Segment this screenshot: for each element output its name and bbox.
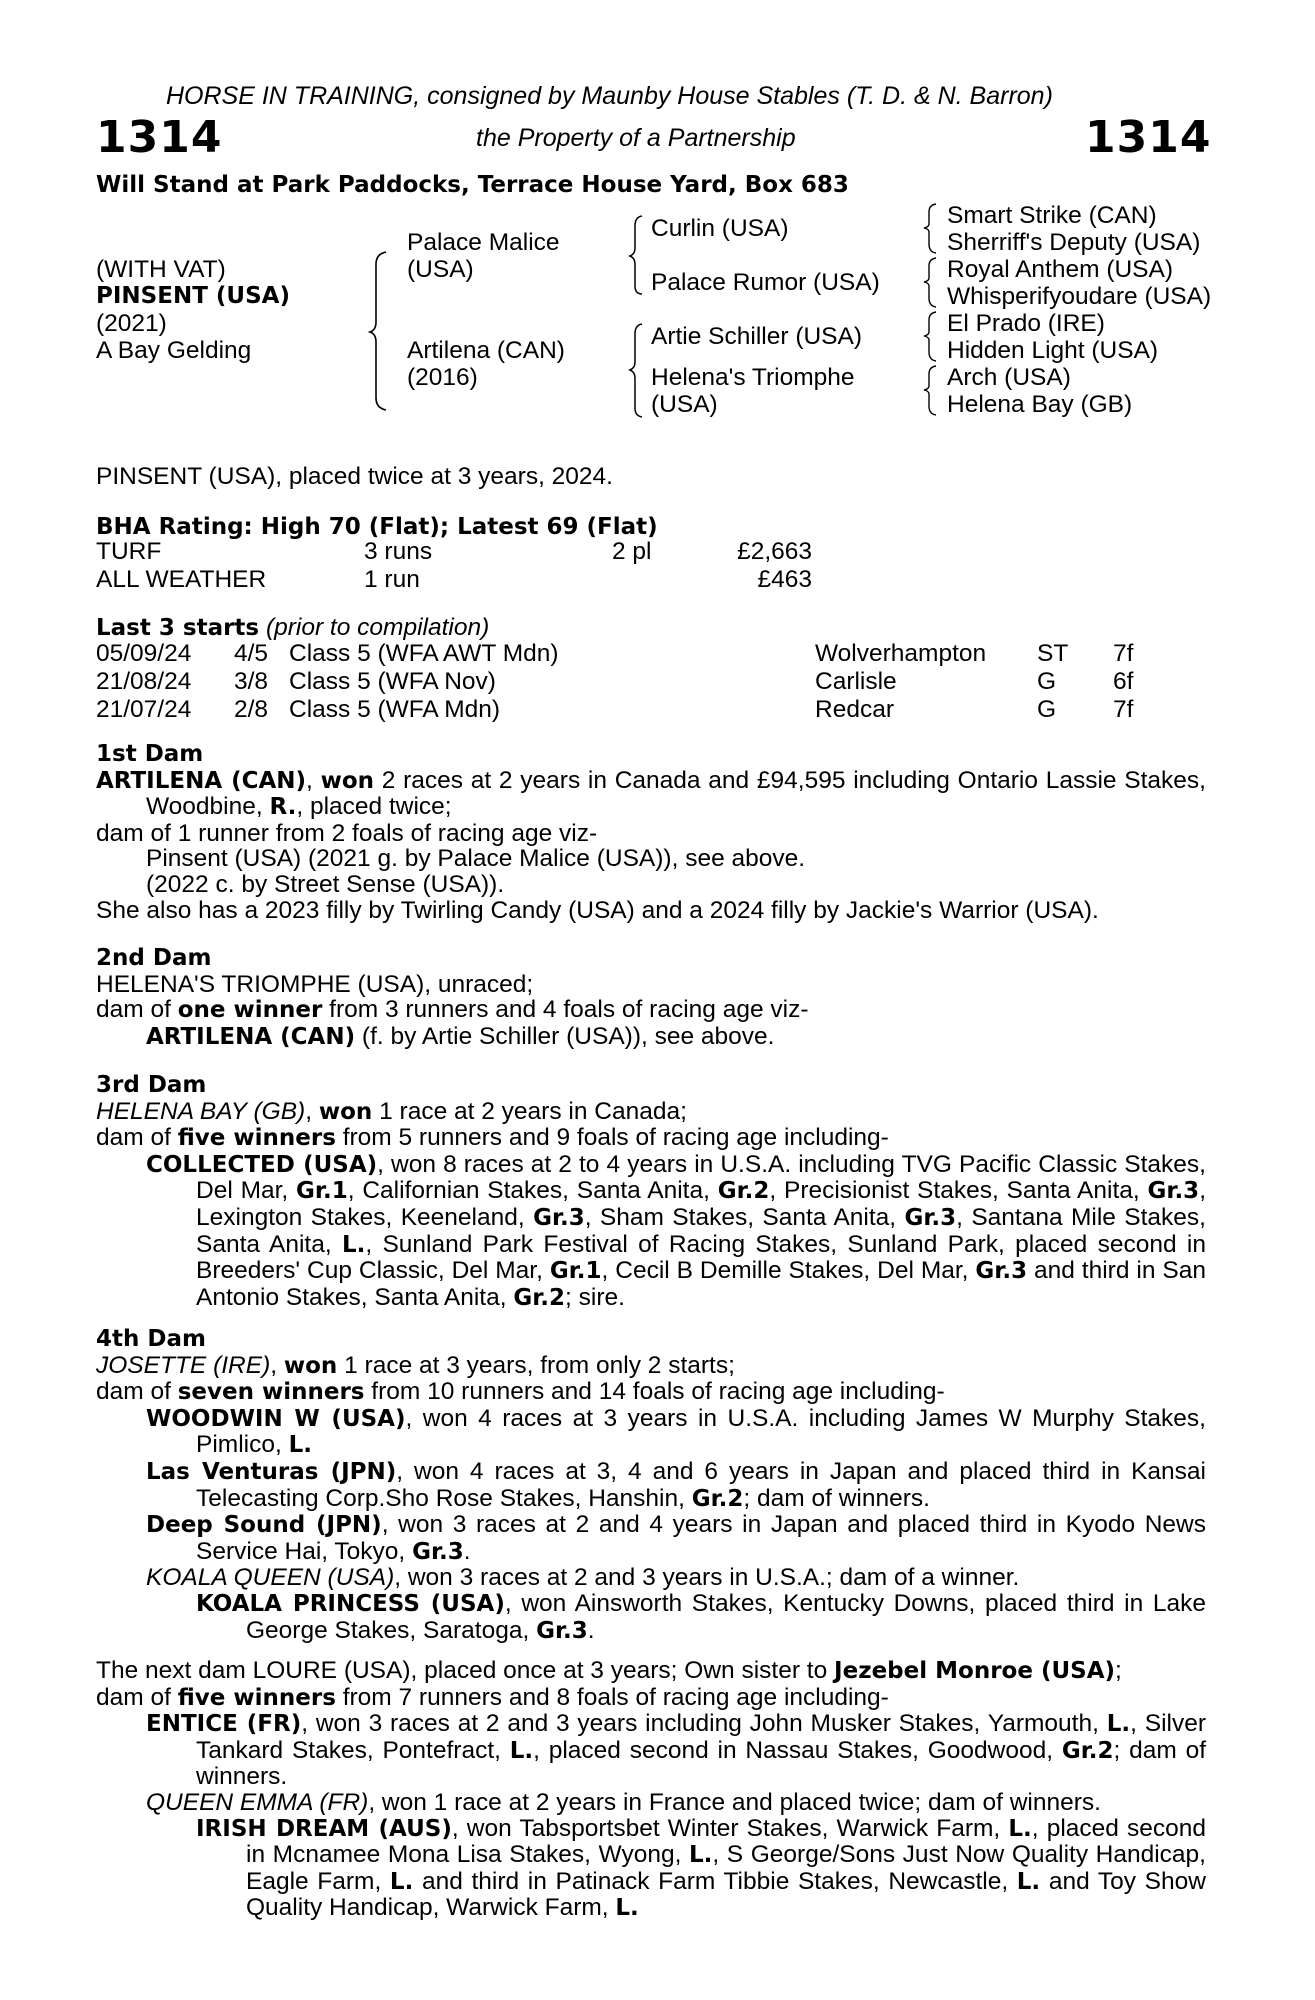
first-dam-title: 1st Dam: [96, 741, 204, 767]
start-row: [96, 668, 1133, 696]
brace-dam-parents: [630, 322, 648, 417]
offspring-entry: COLLECTED (USA), won 8 races at 2 to 4 years in U.S.A. including TVG Pacific Classic Stakes, Del Mar, Gr.1, Californian Stakes, Santa Anita, Gr.2, Precisionist Stakes, Santa Anita, Gr.3, Lexington Stakes, Keeneland, Gr.3, Sham Stakes, Santa Anita, Gr.3, Santana Mile Stakes, Santa Anita, L., Sunland Park Festival of Racing Stakes, Sunland Park, placed second in Breeders' Cup Classic, Del Mar, Gr.1, Cecil B Demille Stakes, Del Mar, Gr.3 and third in San Antonio Stakes, Santa Anita, Gr.2; sire.: [146, 1150, 1206, 1311]
brace-ss-parents: [924, 202, 938, 254]
sd-dam: Whisperifyoudare (USA): [947, 283, 1212, 310]
start-course: Carlisle: [815, 668, 897, 695]
start-distance: 6f: [1113, 668, 1134, 695]
dd-dam: Helena Bay (GB): [947, 391, 1133, 418]
sire-sire: Curlin (USA): [651, 215, 789, 242]
ds-sire: El Prado (IRE): [947, 310, 1105, 337]
dam-dam-country: (USA): [651, 391, 718, 418]
grand-offspring-entry: KOALA PRINCESS (USA), won Ainsworth Stakes, Kentucky Downs, placed third in Lake George Stakes, Saratoga, Gr.3.: [196, 1589, 1207, 1644]
dam-year: (2016): [407, 364, 478, 391]
start-race: Class 5 (WFA AWT Mdn): [289, 640, 559, 667]
start-going: ST: [1037, 640, 1069, 667]
sire-name-country: (USA): [407, 256, 474, 283]
first-dam-record: ARTILENA (CAN), won 2 races at 2 years in Canada and £94,595 including Ontario Lassie Stakes, Woodbine, R., placed twice;: [96, 766, 1206, 821]
dam-name: Artilena (CAN): [407, 337, 565, 364]
foaling-year: (2021): [96, 310, 167, 337]
start-position: 2/8: [234, 696, 269, 723]
surface: ALL WEATHER: [96, 566, 267, 593]
start-date: 21/08/24: [96, 668, 192, 695]
surface: TURF: [96, 538, 162, 565]
next-dam-section: [96, 1658, 1206, 1922]
second-dam-section: [96, 946, 1206, 1050]
ss-dam: Sherriff's Deputy (USA): [947, 229, 1201, 256]
prize-money: £463: [757, 566, 812, 593]
grand-offspring-entry: IRISH DREAM (AUS), won Tabsportsbet Winter Stakes, Warwick Farm, L., placed second in Mcnamee Mona Lisa Stakes, Wyong, L., S George/Sons Just Now Quality Handicap, Eagle Farm, L. and third in Patinack Farm Tibbie Stakes, Newcastle, L. and Toy Show Quality Handicap, Warwick Farm, L.: [196, 1814, 1207, 1922]
performance-table: [96, 538, 812, 594]
start-row: [96, 640, 1133, 668]
start-position: 3/8: [234, 668, 269, 695]
third-dam-title: 3rd Dam: [96, 1072, 207, 1098]
offspring-entry: ENTICE (FR), won 3 races at 2 and 3 years including John Musker Stakes, Yarmouth, L., Silver Tankard Stakes, Pontefract, L., placed second in Nassau Stakes, Goodwood, Gr.2; dam of winners.: [146, 1710, 1206, 1791]
first-dam-produce: dam of 1 runner from 2 foals of racing age viz-: [96, 819, 598, 847]
bha-rating-title: BHA Rating: High 70 (Flat); Latest 69 (Flat): [96, 514, 658, 540]
placed: 2 pl: [612, 538, 652, 565]
second-dam-title: 2nd Dam: [96, 945, 212, 971]
offspring-entry: QUEEN EMMA (FR), won 1 race at 2 years in France and placed twice; dam of winners.: [146, 1788, 1101, 1816]
brace-sd-parents: [924, 256, 938, 308]
start-distance: 7f: [1113, 696, 1134, 723]
dd-sire: Arch (USA): [947, 364, 1071, 391]
brace-dd-parents: [924, 364, 938, 416]
placed: [612, 566, 712, 594]
second-dam-record: HELENA'S TRIOMPHE (USA), unraced;: [96, 970, 534, 998]
last-starts-heading: [96, 614, 489, 642]
third-dam-section: [96, 1073, 1206, 1311]
third-dam-record: HELENA BAY (GB), won 1 race at 2 years in Canada;: [96, 1097, 687, 1125]
first-dam-section: [96, 742, 1206, 923]
fourth-dam-title: 4th Dam: [96, 1326, 206, 1352]
brace-sire-parents: [630, 214, 648, 294]
first-dam-note: She also has a 2023 filly by Twirling Candy (USA) and a 2024 filly by Jackie's Warrior (USA).: [96, 896, 1099, 924]
runs: 3 runs: [364, 538, 433, 565]
ss-sire: Smart Strike (CAN): [947, 202, 1157, 229]
second-dam-produce: dam of one winner from 3 runners and 4 foals of racing age viz-: [96, 996, 809, 1024]
start-course: Redcar: [815, 696, 894, 723]
horse-description: A Bay Gelding: [96, 337, 252, 364]
sd-sire: Royal Anthem (USA): [947, 256, 1174, 283]
fourth-dam-section: [96, 1327, 1206, 1644]
last-starts-table: [96, 640, 1133, 724]
performance-row: [96, 566, 812, 594]
start-going: G: [1037, 696, 1057, 723]
start-position: 4/5: [234, 640, 269, 667]
offspring-entry: Deep Sound (JPN), won 3 races at 2 and 4 years in Japan and placed third in Kyodo News Service Hai, Tokyo, Gr.3.: [146, 1511, 1206, 1565]
brace-ds-parents: [924, 310, 938, 362]
race-summary: PINSENT (USA), placed twice at 3 years, 2024.: [96, 463, 613, 490]
runs: 1 run: [364, 566, 420, 593]
start-date: 21/07/24: [96, 696, 192, 723]
start-row: [96, 696, 1133, 724]
start-race: Class 5 (WFA Nov): [289, 668, 496, 695]
stable-location: Will Stand at Park Paddocks, Terrace House Yard, Box 683: [96, 172, 849, 198]
last-starts-note: (prior to compilation): [265, 614, 490, 641]
lot-number-left: 1314: [96, 112, 223, 163]
offspring-entry: Pinsent (USA) (2021 g. by Palace Malice (USA)), see above.: [146, 845, 806, 873]
consignor-line: HORSE IN TRAINING, consigned by Maunby House Stables (T. D. & N. Barron): [166, 82, 1053, 110]
property-line: the Property of a Partnership: [476, 124, 796, 152]
ds-dam: Hidden Light (USA): [947, 337, 1159, 364]
brace-generation-1: [370, 250, 400, 410]
offspring-entry: KOALA QUEEN (USA), won 3 races at 2 and 3 years in U.S.A.; dam of a winner.: [146, 1564, 1020, 1592]
last-starts-title: Last 3 starts: [96, 615, 260, 641]
horse-name: PINSENT (USA): [96, 283, 290, 309]
start-race: Class 5 (WFA Mdn): [289, 696, 501, 723]
vat-label: (WITH VAT): [96, 256, 226, 283]
dam-dam: Helena's Triomphe: [651, 364, 855, 391]
performance-row: [96, 538, 812, 566]
third-dam-produce: dam of five winners from 5 runners and 9 foals of racing age including-: [96, 1124, 889, 1152]
offspring-entry: Las Venturas (JPN), won 4 races at 3, 4 and 6 years in Japan and placed third in Kansai Telecasting Corp.Sho Rose Stakes, Hanshin, Gr.2; dam of winners.: [146, 1457, 1207, 1512]
next-dam-record: The next dam LOURE (USA), placed once at 3 years; Own sister to Jezebel Monroe (USA);: [96, 1657, 1122, 1684]
dam-sire: Artie Schiller (USA): [651, 323, 863, 350]
start-course: Wolverhampton: [815, 640, 987, 667]
start-distance: 7f: [1113, 640, 1134, 667]
sire-dam: Palace Rumor (USA): [651, 269, 880, 296]
start-date: 05/09/24: [96, 640, 192, 667]
next-dam-produce: dam of five winners from 7 runners and 8 foals of racing age including-: [96, 1683, 889, 1711]
fourth-dam-record: JOSETTE (IRE), won 1 race at 3 years, from only 2 starts;: [96, 1351, 735, 1379]
offspring-entry: ARTILENA (CAN) (f. by Artie Schiller (USA)), see above.: [146, 1022, 775, 1050]
sire-name: Palace Malice: [407, 229, 560, 256]
offspring-entry: WOODWIN W (USA), won 4 races at 3 years in U.S.A. including James W Murphy Stakes, Pimlico, L.: [146, 1404, 1206, 1459]
lot-number-right: 1314: [1085, 112, 1212, 163]
offspring-entry: (2022 c. by Street Sense (USA)).: [146, 870, 505, 898]
start-going: G: [1037, 668, 1057, 695]
prize-money: £2,663: [737, 538, 812, 565]
fourth-dam-produce: dam of seven winners from 10 runners and 14 foals of racing age including-: [96, 1378, 945, 1406]
